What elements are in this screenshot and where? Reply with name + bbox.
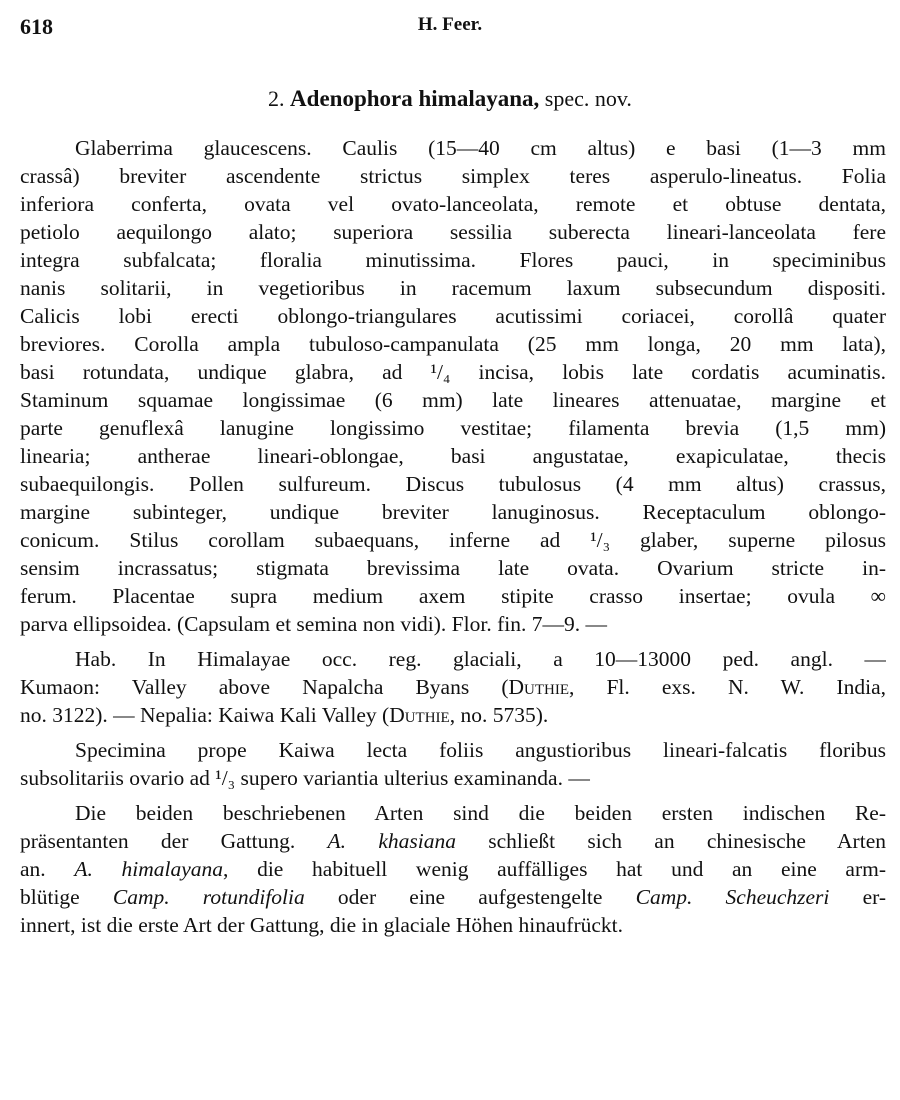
text-segment: Glaberrima glaucescens. Caulis (15—40 cm altus) e basi (1—3 mm <box>75 136 886 160</box>
text-line <box>20 736 886 764</box>
text-segment: Calicis lobi erecti oblongo-triangulares acutissimi coriacei, corollâ quater <box>20 304 886 328</box>
text-line <box>20 246 886 274</box>
text-segment: Hab. In Himalayae occ. reg. glaciali, a 10—13000 ped. angl. — <box>75 647 886 671</box>
text-segment: margine subinteger, undique breviter lanuginosus. Receptaculum oblongo- <box>20 500 886 524</box>
text-line <box>20 442 886 470</box>
text-line <box>20 190 886 218</box>
page-number: 618 <box>20 14 53 39</box>
text-line <box>20 134 886 162</box>
text-line <box>20 799 886 827</box>
text-segment: er- <box>829 885 886 909</box>
text-line <box>20 883 886 911</box>
text-line <box>20 764 886 792</box>
paragraph <box>20 134 886 638</box>
text-segment: an. <box>20 857 75 881</box>
text-segment: breviores. Corolla ampla tubuloso-campanulata (25 mm longa, 20 mm lata), <box>20 332 886 356</box>
text-line <box>20 414 886 442</box>
heading-number: 2. <box>268 86 285 111</box>
text-segment: parva ellipsoidea. (Capsulam et semina non vidi). Flor. fin. 7—9. — <box>20 612 607 636</box>
text-segment: basi rotundata, undique glabra, ad ¹/₄ incisa, lobis late cordatis acuminatis. <box>20 360 886 384</box>
text-line <box>20 582 886 610</box>
text-line <box>20 162 886 190</box>
text-line <box>20 827 886 855</box>
italic-text: Camp. Scheuchzeri <box>635 885 830 909</box>
text-segment: parte genuflexâ lanugine longissimo vestitae; filamenta brevia (1,5 mm) <box>20 416 886 440</box>
text-segment: crassâ) breviter ascendente strictus simplex teres asperulo-lineatus. Folia <box>20 164 886 188</box>
text-line <box>20 274 886 302</box>
paragraph <box>20 645 886 729</box>
text-segment: , no. 5735). <box>449 703 549 727</box>
text-line <box>20 701 886 729</box>
text-segment: subsolitariis ovario ad ¹/₃ supero variantia ulterius examinanda. — <box>20 766 590 790</box>
text-segment: Die beiden beschriebenen Arten sind die beiden ersten indischen Re- <box>75 801 886 825</box>
text-segment: präsentanten der Gattung. <box>20 829 328 853</box>
text-segment: innert, ist die erste Art der Gattung, die in glaciale Höhen hinaufrückt. <box>20 913 624 937</box>
body-text <box>20 134 886 939</box>
collector-name: Duthie <box>508 675 569 699</box>
text-segment: subaequilongis. Pollen sulfureum. Discus tubulosus (4 mm altus) crassus, <box>20 472 886 496</box>
text-line <box>20 645 886 673</box>
text-segment: integra subfalcata; floralia minutissima. Flores pauci, in speciminibus <box>20 248 886 272</box>
text-segment: Staminum squamae longissimae (6 mm) late lineares attenuatae, margine et <box>20 388 886 412</box>
text-segment: sensim incrassatus; stigmata brevissima late ovata. Ovarium stricte in- <box>20 556 886 580</box>
text-line <box>20 554 886 582</box>
text-line <box>20 218 886 246</box>
text-line <box>20 302 886 330</box>
text-segment: inferiora conferta, ovata vel ovato-lanceolata, remote et obtuse dentata, <box>20 192 886 216</box>
text-line <box>20 855 886 883</box>
collector-name: Duthie <box>389 703 450 727</box>
text-segment: , die habituell wenig auffälliges hat und an eine arm- <box>223 857 886 881</box>
text-line <box>20 673 886 701</box>
text-segment: no. 3122). — Nepalia: Kaiwa Kali Valley ( <box>20 703 390 727</box>
text-line <box>20 358 886 386</box>
paragraph <box>20 736 886 792</box>
heading-suffix: spec. nov. <box>544 86 632 111</box>
species-name: Adenophora himalayana, <box>290 86 540 111</box>
text-segment: ferum. Placentae supra medium axem stipite crasso insertae; ovula ∞ <box>20 584 886 608</box>
text-segment: blütige <box>20 885 113 909</box>
paragraph <box>20 799 886 939</box>
text-segment: schließt sich an chinesische Arten <box>455 829 886 853</box>
text-line <box>20 330 886 358</box>
text-segment: Kumaon: Valley above Napalcha Byans ( <box>20 675 509 699</box>
text-line <box>20 470 886 498</box>
text-segment: linearia; antherae lineari-oblongae, basi angustatae, exapiculatae, thecis <box>20 444 886 468</box>
text-line <box>20 498 886 526</box>
running-head: H. Feer. <box>417 14 483 35</box>
text-segment: , Fl. exs. N. W. India, <box>569 675 886 699</box>
text-line <box>20 610 886 638</box>
text-segment: petiolo aequilongo alato; superiora sessilia suberecta lineari-lanceolata fere <box>20 220 886 244</box>
text-segment: oder eine aufgestengelte <box>304 885 636 909</box>
text-line <box>20 386 886 414</box>
italic-text: A. khasiana <box>327 829 456 853</box>
text-line <box>20 526 886 554</box>
text-line <box>20 911 886 939</box>
species-heading <box>0 86 900 112</box>
text-segment: conicum. Stilus corollam subaequans, inferne ad ¹/₃ glaber, superne pilosus <box>20 528 886 552</box>
text-segment: Specimina prope Kaiwa lecta foliis angustioribus lineari-falcatis floribus <box>75 738 886 762</box>
italic-text: A. himalayana <box>74 857 224 881</box>
italic-text: Camp. rotundifolia <box>112 885 305 909</box>
text-segment: nanis solitarii, in vegetioribus in racemum laxum subsecundum dispositi. <box>20 276 886 300</box>
